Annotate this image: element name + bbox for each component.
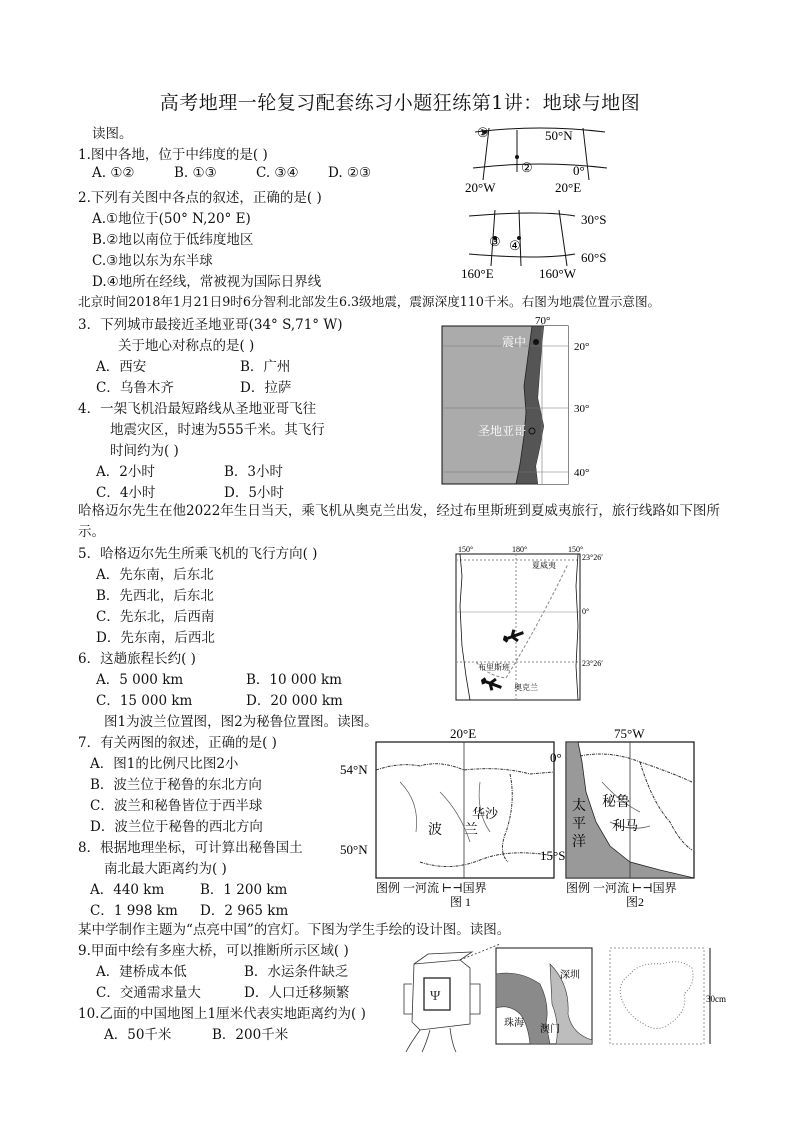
page-title: 高考地理一轮复习配套练习小题狂练第1讲：地球与地图 [159,92,641,114]
option-b: B．200千米 [212,1027,289,1043]
option-c: C.③地以东为东半球 [92,253,213,269]
figure-caption: 图2 [626,895,645,909]
option-a: A．西安 [96,359,147,375]
lon-label: 180° [512,546,528,554]
option-c: C．先东北，后西南 [96,609,215,625]
option-d: D. ②③ [328,165,372,181]
poland-label: 兰 [464,823,478,838]
pacific-label: 太 [572,799,586,814]
question-6: 6．这趟旅程长约( ) [78,651,196,667]
point-3-label: ③ [489,234,501,249]
airplane-icon [481,675,504,693]
option-a: A．440 km [90,882,165,898]
intro-text: 某中学制作主题为“点亮中国”的宫灯。下图为学生手绘的设计图。读图。 [78,922,511,938]
question-5: 5．哈格迈尔先生所乘飞机的飞行方向( ) [78,546,318,562]
lat-label: 30°S [581,212,607,227]
intro-text: 哈格迈尔先生在他2022年生日当天，乘飞机从奥克兰出发，经过布里斯班到夏威夷旅行，旅行线路如下图所 [78,503,720,519]
zhuhai-label: 珠海 [504,1018,524,1029]
lat-label: 50°N [545,128,573,143]
option-c: C．4小时 [96,485,156,501]
legend: 图例 一河流 ⊢⊣国界 [566,881,677,895]
question-8: 8．根据地理坐标，可计算出秘鲁国土 [78,840,303,856]
lon-label: 160°W [539,266,576,281]
option-c: C. ③④ [256,165,299,181]
option-a: A．建桥成本低 [96,964,187,980]
figure-caption: 图 1 [450,895,472,909]
option-c: C．15 000 km [96,693,193,709]
lat-label: 60°S [581,250,607,265]
intro-text: 读图。 [92,126,133,142]
option-a: A．图1的比例尺比图2小 [90,756,239,772]
graticule-figure [455,120,645,282]
option-d: D．2 965 km [200,903,289,919]
poland-peru-maps [340,722,700,910]
option-b: B．广州 [240,359,291,375]
question-9: 9.甲面中绘有多座大桥，可以推断所示区域( ) [78,943,349,959]
question-3: 3．下列城市最接近圣地亚哥(34° S,71° W) [78,317,343,333]
question-4: 4．一架飞机沿最短路线从圣地亚哥飞往 [78,401,317,417]
lantern-figure [400,944,730,1056]
macau-label: 澳门 [540,1024,560,1035]
airplane-icon [503,627,526,645]
hawaii-label: 夏威夷 [532,561,556,570]
legend: 图例 一河流 ⊢⊣国界 [376,881,487,895]
option-a: A. ①② [92,165,135,181]
lat-label: 0° [573,163,585,178]
option-d: D．拉萨 [240,380,292,396]
lat-label: 20° [574,341,590,353]
option-d: D．先东南，后西北 [96,630,215,646]
question-8-cont: 南北最大距离约为( ) [104,861,227,877]
point-2-label: ② [521,160,533,175]
option-a: A.①地位于(50° N,20° E) [92,211,251,227]
option-d: D．波兰位于秘鲁的西北方向 [90,819,263,835]
question-10: 10.乙面的中国地图上1厘米代表实地距离约为( ) [78,1006,366,1022]
option-c: C．乌鲁木齐 [96,380,174,396]
point-4-label: ④ [509,238,521,253]
lima-label: 利马 [612,818,639,833]
option-b: B. ①③ [174,165,217,181]
lat-label: 50°N [340,842,368,857]
option-b: B．先西北，后东北 [96,588,214,604]
svg-text:Ψ: Ψ [430,989,441,1004]
santiago-label: 圣地亚哥 [478,424,527,438]
lat-label: 0° [582,607,590,616]
option-a: A．2小时 [96,464,155,480]
warsaw-label: 华沙 [472,806,499,821]
option-d: D．人口迁移频繁 [244,985,350,1001]
lon-label: 75°W [614,726,645,741]
option-b: B．波兰位于秘鲁的东北方向 [90,777,262,793]
question-4-cont: 时间约为( ) [110,443,179,459]
brisbane-label: 布里斯班 [478,663,510,672]
option-b: B．10 000 km [246,672,342,688]
option-b: B．水运条件缺乏 [244,964,349,980]
intro-text: 图1为波兰位置图，图2为秘鲁位置图。读图。 [104,714,378,730]
lon-label: 160°E [461,266,494,281]
option-b: B.②地以南位于低纬度地区 [92,232,254,248]
lat-label: 0° [550,750,562,765]
question-7: 7．有关两图的叙述，正确的是( ) [78,735,277,751]
option-b: B．1 200 km [200,882,288,898]
lat-label: 40° [574,467,590,479]
lon-label: 20°E [555,180,582,195]
intro-text: 北京时间2018年1月21日9时6分智利北部发生6.3级地震，震源深度110千米。右图为地震位置示意图。 [78,294,661,309]
option-c: C．1 998 km [90,903,178,919]
option-d: D．5小时 [224,485,284,501]
pacific-label: 洋 [572,835,586,850]
chile-map [440,316,610,486]
auckland-label: 奥克兰 [514,683,538,692]
lat-label: 15°S [540,848,566,863]
option-d: D.④地所在经线，常被视为国际日界线 [92,274,322,290]
question-3-cont: 关于地心对称点的是( ) [118,338,255,354]
epicenter-label: 震中 [502,335,527,349]
intro-text-cont: 示。 [78,524,105,540]
point-1-label: ① [477,125,489,140]
lon-label: 20°W [465,180,496,195]
flight-route-map [448,546,608,708]
option-b: B．3小时 [224,464,284,480]
question-4-cont: 地震灾区，时速为555千米。其飞行 [110,422,325,438]
shenzhen-label: 深圳 [560,970,580,981]
lon-label: 150° [458,546,474,554]
option-d: D．20 000 km [246,693,343,709]
lat-label: 23°26′ [582,659,603,668]
question-1: 1.图中各地，位于中纬度的是( ) [78,147,268,163]
option-a: A．先东南，后东北 [96,567,214,583]
lantern-sketch [404,944,500,1052]
poland-label: 波 [428,823,442,838]
lon-label: 20°E [450,726,477,741]
pacific-label: 平 [572,817,586,832]
peru-label: 秘鲁 [602,795,630,810]
lon-label: 150° [568,546,584,554]
question-2: 2.下列有关图中各点的叙述，正确的是( ) [78,190,322,206]
scale-label: 30cm [706,994,726,1004]
option-a: A．50千米 [104,1027,172,1043]
option-c: C．交通需求量大 [96,985,201,1001]
lat-label: 30° [574,403,590,415]
lat-label: 54°N [340,762,368,777]
option-a: A．5 000 km [96,672,184,688]
lon-label: 70° [535,316,551,327]
lat-label: 23°26′ [582,553,603,562]
option-c: C．波兰和秘鲁皆位于西半球 [90,798,263,814]
